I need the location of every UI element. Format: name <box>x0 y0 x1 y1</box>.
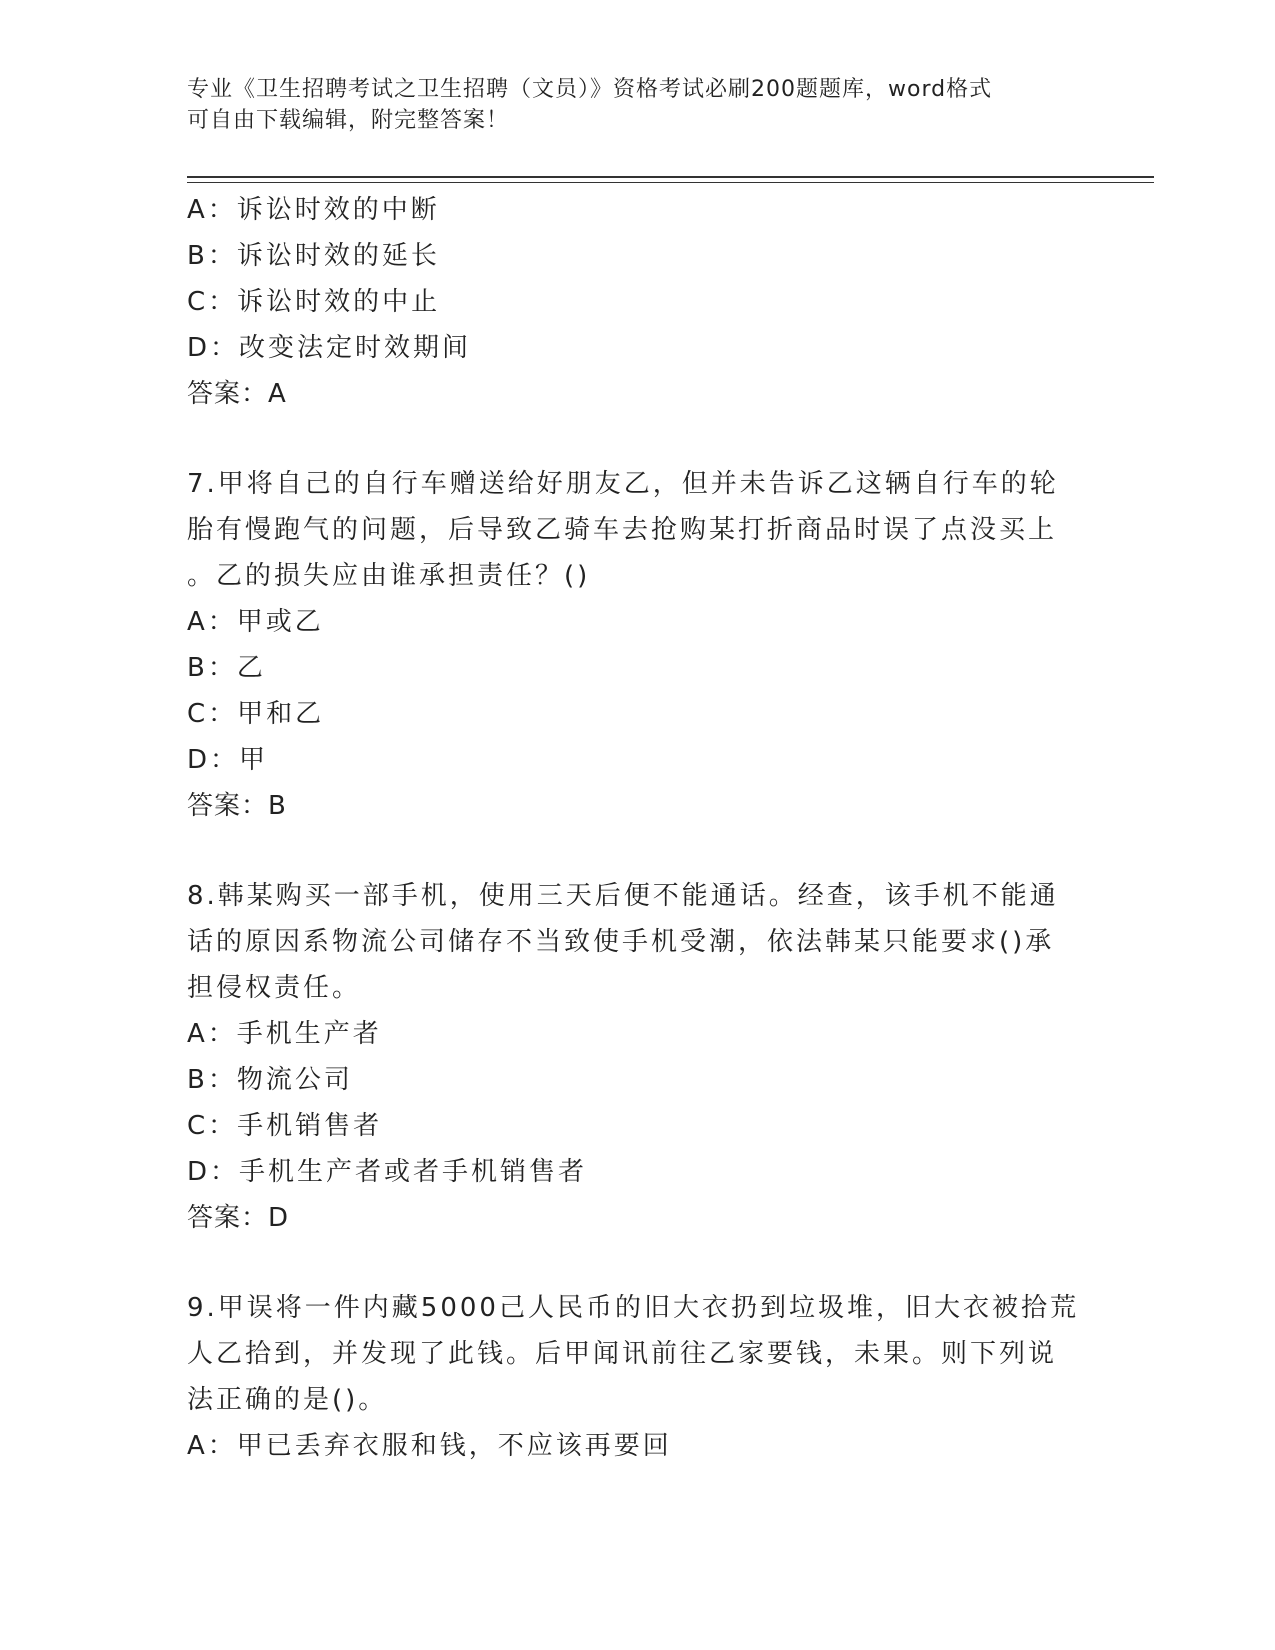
question-list <box>187 187 1087 1469</box>
question-8-block <box>187 873 1087 1241</box>
option-d: D：手机生产者或者手机销售者 <box>187 1157 588 1187</box>
header-title-line-1: 专业《卫生招聘考试之卫生招聘（文员）》资格考试必刷200题题库，word格式 <box>187 77 993 102</box>
option-d: D：改变法定时效期间 <box>187 333 472 363</box>
header-divider-thick <box>187 176 1154 178</box>
option-c: C：诉讼时效的中止 <box>187 287 441 317</box>
header-title-line-2: 可自由下载编辑，附完整答案！ <box>187 108 510 133</box>
spacer <box>187 829 1087 873</box>
question-7-block <box>187 461 1087 829</box>
question-9-block <box>187 1285 1087 1469</box>
option-d: D：甲 <box>187 745 269 775</box>
question-text-line: 法正确的是()。 <box>187 1385 388 1415</box>
option-c: C：甲和乙 <box>187 699 325 729</box>
question-text-line: 人乙拾到，并发现了此钱。后甲闻讯前往乙家要钱，未果。则下列说 <box>187 1339 1058 1369</box>
question-text-line: 担侵权责任。 <box>187 973 362 1003</box>
answer-line: 答案：D <box>187 1203 290 1233</box>
question-8-text <box>187 873 1087 1011</box>
question-9-text <box>187 1285 1087 1423</box>
option-a: A：诉讼时效的中断 <box>187 195 440 225</box>
option-b: B：乙 <box>187 653 266 683</box>
question-text-line: 7.甲将自己的自行车赠送给好朋友乙，但并未告诉乙这辆自行车的轮 <box>187 469 1059 499</box>
option-c: C：手机销售者 <box>187 1111 383 1141</box>
spacer <box>187 417 1087 461</box>
question-text-line: 话的原因系物流公司储存不当致使手机受潮，依法韩某只能要求()承 <box>187 927 1055 957</box>
question-7-text <box>187 461 1087 599</box>
answer-line: 答案：A <box>187 379 287 409</box>
answer-line: 答案：B <box>187 791 287 821</box>
option-b: B：物流公司 <box>187 1065 353 1095</box>
option-a: A：甲或乙 <box>187 607 324 637</box>
question-text-line: 9.甲误将一件内藏5000己人民币的旧大衣扔到垃圾堆，旧大衣被拾荒 <box>187 1293 1079 1323</box>
spacer <box>187 1241 1087 1285</box>
option-a: A：甲已丢弃衣服和钱，不应该再要回 <box>187 1431 672 1461</box>
question-text-line: 。乙的损失应由谁承担责任？() <box>187 561 591 591</box>
document-header <box>187 74 1067 136</box>
option-a: A：手机生产者 <box>187 1019 382 1049</box>
header-divider-thin <box>187 182 1154 183</box>
option-b: B：诉讼时效的延长 <box>187 241 440 271</box>
question-text-line: 胎有慢跑气的问题，后导致乙骑车去抢购某打折商品时误了点没买上 <box>187 515 1058 545</box>
question-text-line: 8.韩某购买一部手机，使用三天后便不能通话。经查，该手机不能通 <box>187 881 1059 911</box>
previous-question-block <box>187 187 1087 417</box>
